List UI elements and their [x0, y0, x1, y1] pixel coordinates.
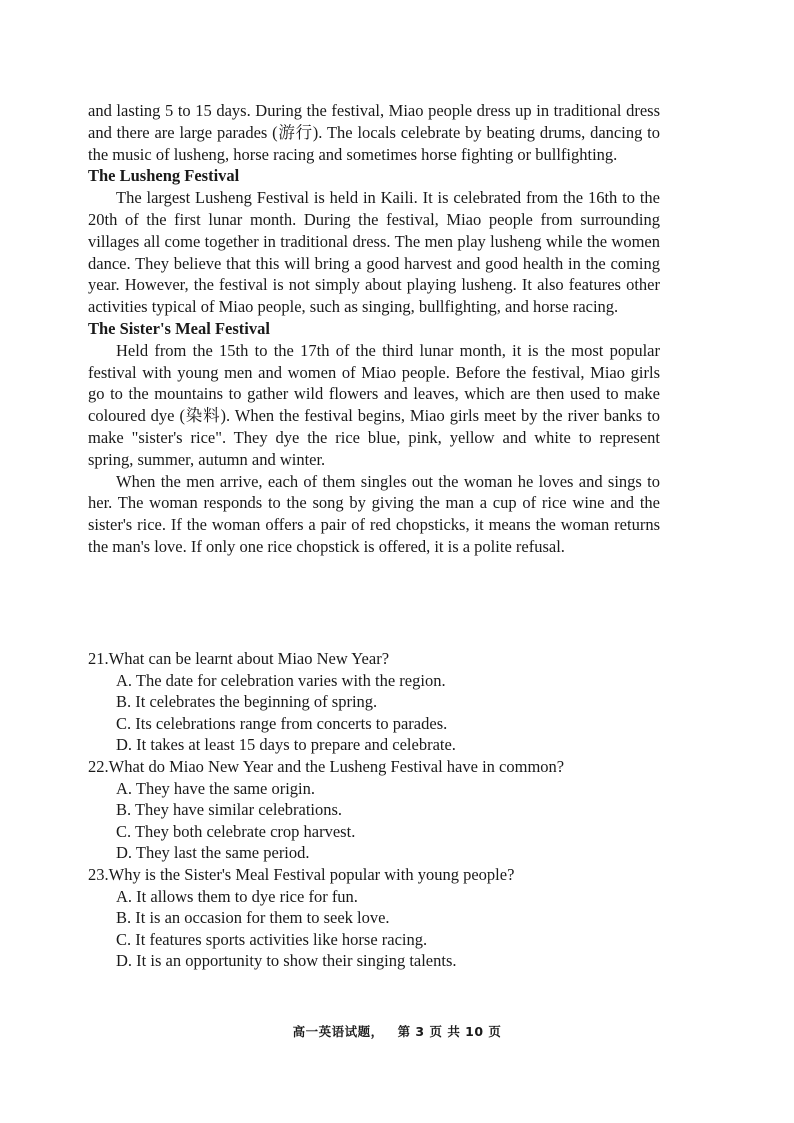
option-b: B. It is an occasion for them to seek love.: [116, 908, 390, 928]
page-footer: [0, 1022, 794, 1040]
option-d: D. They last the same period.: [116, 843, 310, 863]
option-c: C. It features sports activities like horse racing.: [116, 929, 428, 949]
question-stem: 21.What can be learnt about Miao New Year?: [88, 649, 390, 668]
lusheng-paragraph: The largest Lusheng Festival is held in Kaili. It is celebrated from the 16th to the 20th of the first lunar month. During the festival, Miao people from surrounding villages all come together in traditional dress. The men play lusheng while the women dance. They believe that this will bring a good harvest and good health in the coming year. However, the festival is not simply about playing lusheng. It also features other activities typical of Miao people, such as singing, bullfighting, and horse racing.: [88, 188, 660, 317]
question-21: [88, 648, 660, 756]
question-22: [88, 756, 660, 864]
sisters-meal-paragraph-2: When the men arrive, each of them singles out the woman he loves and sings to her. The woman responds to the song by giving the man a cup of rice wine and the sister's rice. If the woman offers a pair of red chopsticks, it means the woman returns the man's love. If only one rice chopstick is offered, it is a polite refusal.: [88, 471, 660, 556]
lusheng-heading: The Lusheng Festival: [88, 166, 240, 186]
question-list: [88, 648, 660, 972]
option-a: A. It allows them to dye rice for fun.: [116, 886, 358, 906]
option-b: B. They have similar celebrations.: [116, 800, 343, 820]
option-c: C. They both celebrate crop harvest.: [116, 821, 356, 841]
question-23: [88, 864, 660, 972]
option-b: B. It celebrates the beginning of spring.: [116, 692, 378, 712]
intro-paragraph: and lasting 5 to 15 days. During the festival, Miao people dress up in traditional dress and there are large parades (游行). The locals celebrate by beating drums, dancing to the music of lusheng, horse racing and sometimes horse fighting or bullfighting.: [88, 101, 660, 164]
option-a: A. The date for celebration varies with the region.: [116, 670, 446, 690]
page-number: 第 3 页 共 10 页: [397, 1024, 502, 1039]
question-stem: 23.Why is the Sister's Meal Festival popular with young people?: [88, 864, 515, 884]
option-d: D. It is an opportunity to show their singing talents.: [116, 951, 457, 971]
sisters-meal-heading: The Sister's Meal Festival: [88, 318, 270, 338]
option-a: A. They have the same origin.: [116, 778, 316, 798]
reading-passage: [88, 100, 660, 558]
question-stem: 22.What do Miao New Year and the Lusheng Festival have in common?: [88, 756, 565, 776]
exam-name: 高一英语试题，: [292, 1024, 384, 1039]
option-d: D. It takes at least 15 days to prepare and celebrate.: [116, 735, 456, 755]
sisters-meal-paragraph-1: Held from the 15th to the 17th of the third lunar month, it is the most popular festival with young men and women of Miao people. Before the festival, Miao girls go to the mountains to gather wild flowers and leaves, which are then used to make coloured dye (染料). When the festival begins, Miao girls meet by the river banks to make "sister's rice". They dye the rice blue, pink, yellow and white to represent spring, summer, autumn and winter.: [88, 340, 660, 469]
option-c: C. Its celebrations range from concerts to parades.: [116, 713, 448, 733]
